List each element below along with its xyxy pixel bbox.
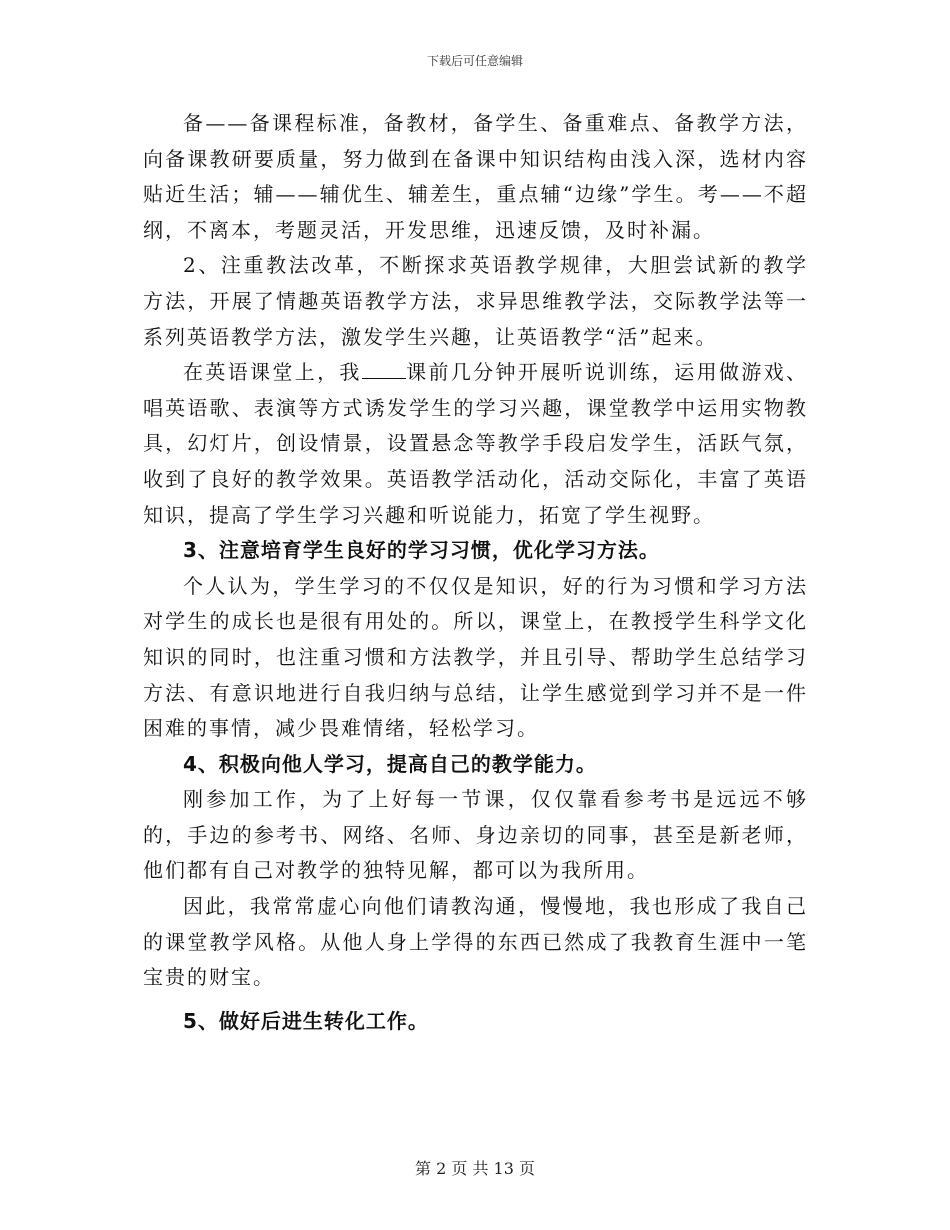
paragraph-learn-from-others: 刚参加工作，为了上好每一节课，仅仅靠看参考书是远远不够的，手边的参考书、网络、名师、身边亲切的同事，甚至是新老师，他们都有自己对教学的独特见解，都可以为我所用。 bbox=[143, 787, 808, 883]
paragraph-preparation: 备——备课程标准，备教材，备学生、备重难点、备教学方法，向备课教研要质量，努力做到在备课中知识结构由浅入深，选材内容贴近生活；辅——辅优生、辅差生，重点辅“边缘”学生。考——不超纲，不离本，考题灵活，开发思维，迅速反馈，及时补漏。 bbox=[143, 111, 808, 242]
paragraph-english-classroom bbox=[143, 355, 808, 533]
paragraph-study-habits: 个人认为，学生学习的不仅仅是知识，好的行为习惯和学习方法对学生的成长也是很有用处的。所以，课堂上，在教授学生科学文化知识的同时，也注重习惯和方法教学，并且引导、帮助学生总结学习方法、有意识地进行自我归纳与总结，让学生感觉到学习并不是一件困难的事情，减少畏难情绪，轻松学习。 bbox=[143, 573, 808, 741]
paragraph-teaching-method-reform: 2、注重教法改革，不断探求英语教学规律，大胆尝试新的教学方法，开展了情趣英语教学方法，求异思维教学法，交际教学法等一系列英语教学方法，激发学生兴趣，让英语教学“活”起来。 bbox=[143, 253, 808, 349]
paragraph-teaching-style: 因此，我常常虚心向他们请教沟通，慢慢地，我也形成了我自己的课堂教学风格。从他人身上学得的东西已然成了我教育生涯中一笔宝贵的财宝。 bbox=[143, 894, 808, 990]
paragraph-english-classroom-rest: 课前几分钟开展听说训练，运用做游戏、唱英语歌、表演等方式诱发学生的学习兴趣，课堂教学中运用实物教具，幻灯片，创设情景，设置悬念等教学手段启发学生，活跃气氛，收到了良好的教学效果。英语教学活动化，活动交际化，丰富了英语知识，提高了学生学习兴趣和听说能力，拓宽了学生视野。 bbox=[143, 360, 809, 527]
page-number: 第 2 页 共 13 页 bbox=[415, 1159, 535, 1178]
fill-in-blank bbox=[362, 360, 406, 379]
document-body bbox=[143, 106, 808, 1039]
heading-study-habits: 3、注意培育学生良好的学习习惯，优化学习方法。 bbox=[183, 538, 660, 563]
page-header: 下载后可任意编辑 bbox=[426, 54, 523, 68]
paragraph-english-classroom-start: 在英语课堂上，我 bbox=[183, 360, 362, 385]
heading-learn-from-others: 4、积极向他人学习，提高自己的教学能力。 bbox=[183, 751, 597, 776]
heading-underachievers: 5、做好后进生转化工作。 bbox=[183, 1008, 429, 1033]
